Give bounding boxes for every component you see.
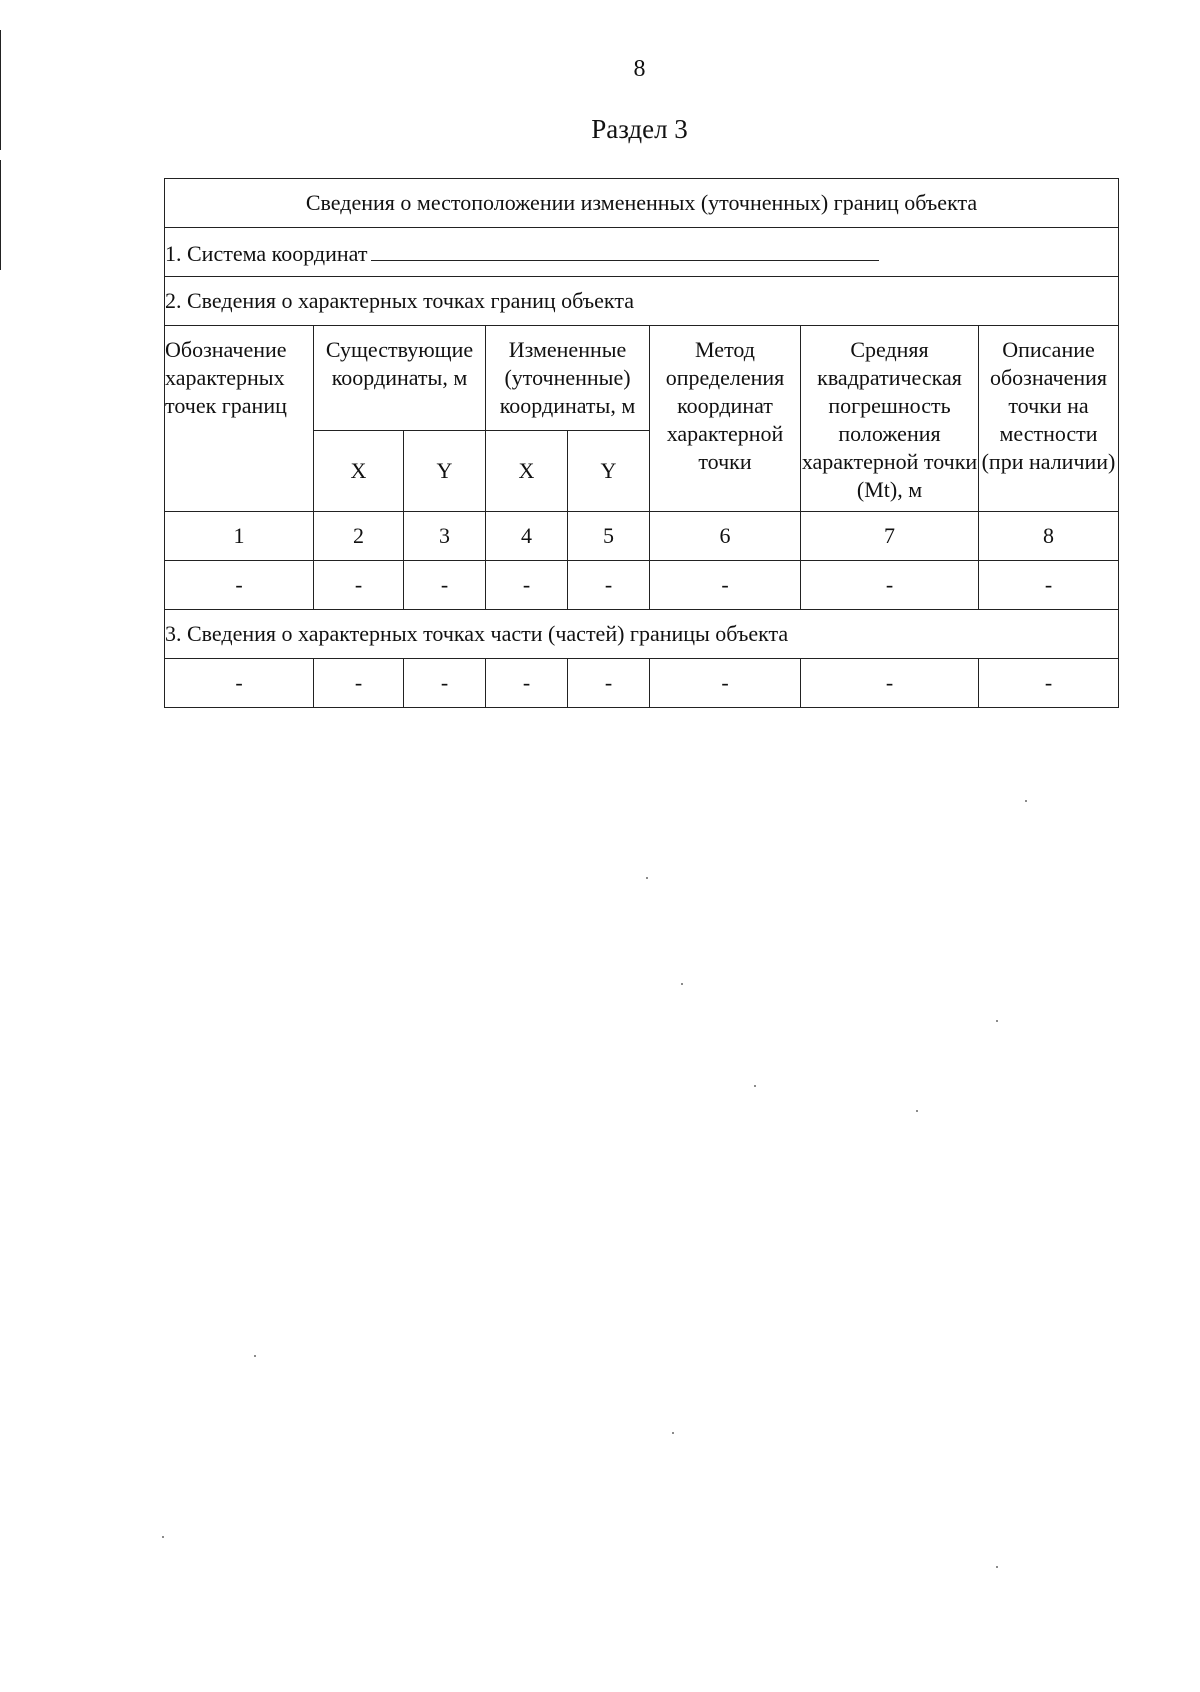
table-title: Сведения о местоположении измененных (уточненных) границ объекта: [165, 179, 1119, 228]
scan-speck: [996, 1566, 998, 1568]
table-cell: -: [165, 659, 314, 708]
column-number: 5: [568, 512, 650, 561]
boundary-table: [164, 178, 1119, 708]
scan-speck: [754, 1085, 756, 1087]
points-data-row: [165, 561, 1119, 610]
table-cell: -: [404, 561, 486, 610]
header-point-description: Описание обозначения точки на местности (при наличии): [979, 326, 1119, 512]
scan-speck: [916, 1110, 918, 1112]
points-section-label: 2. Сведения о характерных точках границ объекта: [165, 277, 1119, 326]
header-method: Метод определения координат характерной точки: [650, 326, 801, 512]
table-cell: -: [568, 659, 650, 708]
scan-speck: [646, 877, 648, 879]
table-cell: -: [979, 561, 1119, 610]
table-cell: -: [486, 659, 568, 708]
table-cell: -: [404, 659, 486, 708]
column-number: 2: [314, 512, 404, 561]
column-number: 7: [801, 512, 979, 561]
scan-speck: [162, 1536, 164, 1538]
header-y-existing: Y: [404, 431, 486, 512]
table-cell: -: [650, 659, 801, 708]
header-existing-coordinates: Существующие координаты, м: [314, 326, 486, 431]
scan-speck: [996, 1020, 998, 1022]
table-cell: -: [486, 561, 568, 610]
scan-edge-line: [0, 160, 1, 270]
coord-system-blank-field: [371, 238, 879, 261]
column-number: 1: [165, 512, 314, 561]
header-point-designation: Обозначение характерных точек границ: [165, 326, 314, 512]
header-x-changed: X: [486, 431, 568, 512]
table-cell: -: [801, 561, 979, 610]
table-cell: -: [568, 561, 650, 610]
page-number: 8: [633, 56, 646, 82]
coord-system-row: [165, 228, 1119, 277]
table-cell: -: [650, 561, 801, 610]
parts-section-label: 3. Сведения о характерных точках части (частей) границы объекта: [165, 610, 1119, 659]
header-row: [165, 326, 1119, 431]
table-cell: -: [314, 659, 404, 708]
points-section-row: [165, 277, 1119, 326]
table-title-row: [165, 179, 1119, 228]
parts-section-row: [165, 610, 1119, 659]
scan-speck: [672, 1432, 674, 1434]
scan-speck: [1025, 800, 1027, 802]
header-changed-coordinates: Измененные (уточненные) координаты, м: [486, 326, 650, 431]
column-number: 4: [486, 512, 568, 561]
header-y-changed: Y: [568, 431, 650, 512]
parts-data-row: [165, 659, 1119, 708]
header-x-existing: X: [314, 431, 404, 512]
scan-speck: [681, 983, 683, 985]
header-mean-square-error: Средняя квадратическая погрешность положения характерной точки (Mt), м: [801, 326, 979, 512]
table-cell: -: [165, 561, 314, 610]
column-number: 3: [404, 512, 486, 561]
column-number: 6: [650, 512, 801, 561]
column-number: 8: [979, 512, 1119, 561]
table-cell: -: [979, 659, 1119, 708]
coord-system-cell: [165, 228, 1119, 277]
section-title: Раздел 3: [591, 114, 688, 144]
coord-system-label: 1. Система координат: [165, 240, 368, 266]
column-numbers-row: [165, 512, 1119, 561]
scan-speck: [254, 1355, 256, 1357]
table-cell: -: [314, 561, 404, 610]
table-cell: -: [801, 659, 979, 708]
